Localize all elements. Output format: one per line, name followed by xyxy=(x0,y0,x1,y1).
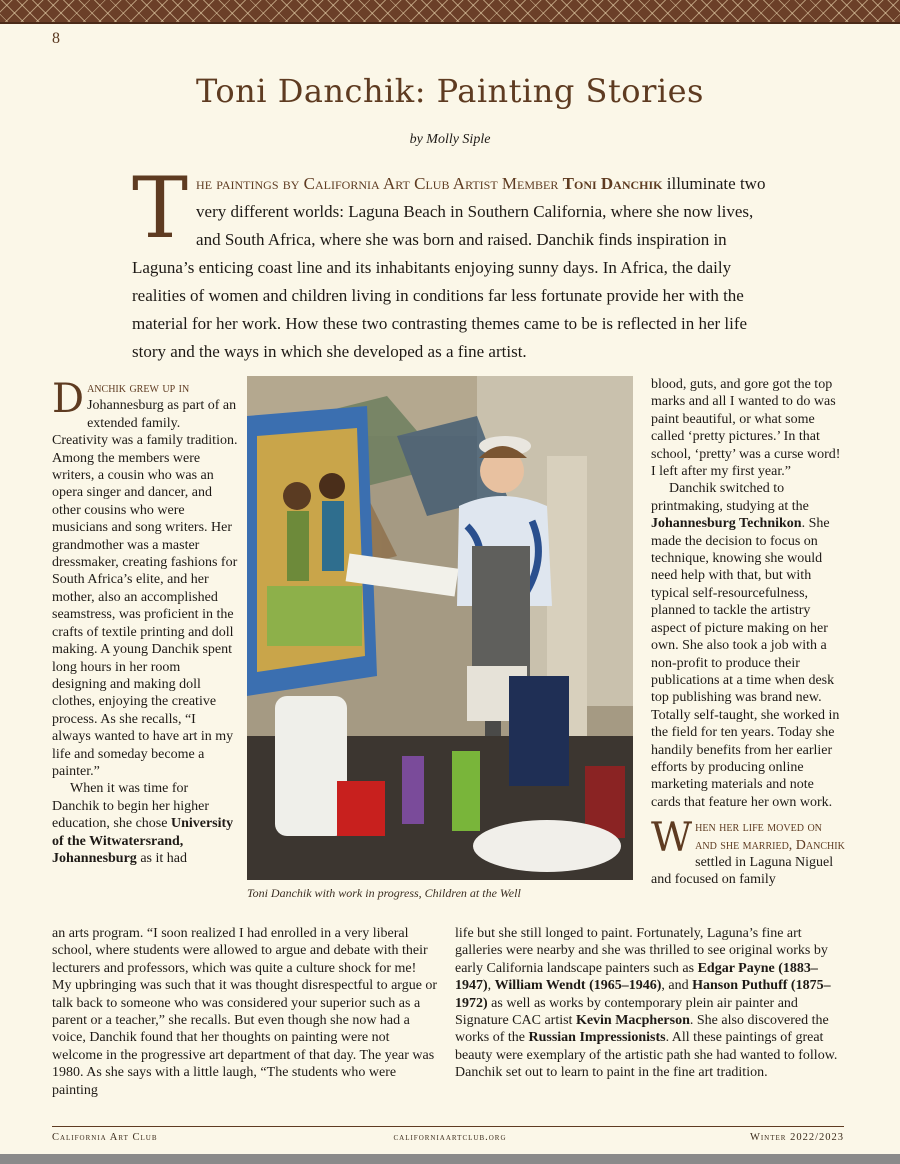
russian-impressionists: Russian Impressionists xyxy=(528,1030,666,1046)
bottom-left-text: an arts program. “I soon realized I had enrolled in a very liberal school, where students were allowed to argue and debate with their lecturers and professors, which was quite a culture shock for me! My upbringing was such that it was thought disrespectful to argue or talk back to someone who was considered your superior such as a parent or a teacher,” she recalls. But even though she now had a voice, Danchik found that her thoughts on painting were not welcome in the progressive art department of that day. The year was 1980. As she says with a little laugh, “The students who were painting xyxy=(52,926,438,1098)
decorative-border xyxy=(0,0,900,24)
col1-paragraph-1: Danchik grew up in Johannesburg as part of an extended family. Creativity was a family tradition. Among the members were writers, a cousin who was an opera singer and dancer, and other cousins who were musicians and song writers. Her grandmother was a master dressmaker, creating fashions for South Africa’s elite, and her mother, also an accomplished seamstress, was proficient in the crafts of textile printing and doll making. A young Danchik spent long hours in her room designing and making doll clothes, enjoying the creative process. As she recalls, “I always wanted to have art in my life and someday become a painter.” xyxy=(52,376,238,779)
column-left xyxy=(52,376,238,867)
footer-website: californiaartclub.org xyxy=(393,1132,507,1143)
byline: by Molly Siple xyxy=(409,132,491,147)
intro-artist-name: Toni Danchik xyxy=(562,174,663,193)
artist-photo xyxy=(247,376,633,880)
col3-paragraph-3: When her life moved on and she married, Danchik settled in Laguna Niguel and focused on family xyxy=(651,815,845,888)
artist-kevin-macpherson: Kevin Macpherson xyxy=(575,1013,690,1029)
col1-dropcap: D xyxy=(52,376,85,422)
intro-smallcaps: he paintings by California Art Club Artist Member xyxy=(196,174,559,193)
intro-dropcap: T xyxy=(132,159,189,257)
footer-issue: Winter 2022/2023 xyxy=(749,1132,844,1143)
col3-dropcap: W xyxy=(651,815,693,862)
column-right xyxy=(651,376,845,889)
photo-caption: Toni Danchik with work in progress, Children at the Well xyxy=(247,886,521,900)
university-name: University of the Witwatersrand, Johannesburg xyxy=(52,816,234,866)
col3-paragraph-2: Danchik switched to printmaking, studying at the Johannesburg Technikon. She made the decision to focus on technique, knowing she would need help with that, but with typical self-resourcefulness, planned to tackle the artistry aspect of picture making on her own. She also took a job with a non-profit to produce their publications at a time when desk top publishing was brand new. Totally self-taught, she worked in the field for ten years. Today she handily benefits from her earlier efforts by producing online marketing materials and note cards that feature her own work. xyxy=(651,481,840,810)
article-title: Toni Danchik: Painting Stories xyxy=(196,72,704,110)
intro-text: illuminate two very different worlds: Laguna Beach in Southern California, where she now lives, and South Africa, where she was born and raised. Danchik finds inspiration in Laguna’s enticing coast line and its inhabitants enjoying sunny days. In Africa, the daily realities of women and children living in conditions far less fortunate provide her with the material for her work. How these two contrasting themes came to be is reflected in her life story and the ways in which she developed as a fine artist. xyxy=(132,174,766,361)
page-number: 8 xyxy=(52,30,60,47)
artist-william-wendt: William Wendt (1965–1946) xyxy=(494,978,662,994)
photo-illustration xyxy=(247,376,633,880)
technikon-name: Johannesburg Technikon xyxy=(651,516,802,532)
intro-paragraph xyxy=(132,159,782,366)
artist-hanson-puthuff: Hanson Puthuff (1875–1972) xyxy=(455,978,831,1011)
col1-paragraph-2: When it was time for Danchik to begin her higher education, she chose University of the Witwatersrand, Johannesburg as it had xyxy=(52,781,234,866)
col1-smallcaps: anchik grew up in xyxy=(87,381,190,396)
viewer-bottom-bar xyxy=(0,1154,900,1164)
col3-paragraph-1: blood, guts, and gore got the top marks and all I wanted to do was paint beautiful, or what some called ‘pretty pictures.’ In that school, ‘pretty’ was a curse word! I left after my first year.” xyxy=(651,377,841,480)
bottom-right-text: life but she still longed to paint. Fortunately, Laguna’s fine art galleries were nearby and she was thrilled to see original works by early California landscape painters such as Edgar Payne (1883–1947), William Wendt (1965–1946), and Hanson Puthuff (1875–1972) as well as works by contemporary plein air painter and Signature CAC artist Kevin Macpherson. She also discovered the works of the Russian Impressionists. All these paintings of great beauty were exemplary of the artistic path she had wanted to follow. Danchik set out to learn to paint in the fine art tradition. xyxy=(455,926,838,1081)
col3-smallcaps: hen her life moved on and she married, Danchik xyxy=(695,820,845,853)
footer-divider xyxy=(52,1126,844,1127)
footer-publication: California Art Club xyxy=(52,1132,158,1143)
artist-edgar-payne: Edgar Payne (1883–1947) xyxy=(455,960,818,994)
